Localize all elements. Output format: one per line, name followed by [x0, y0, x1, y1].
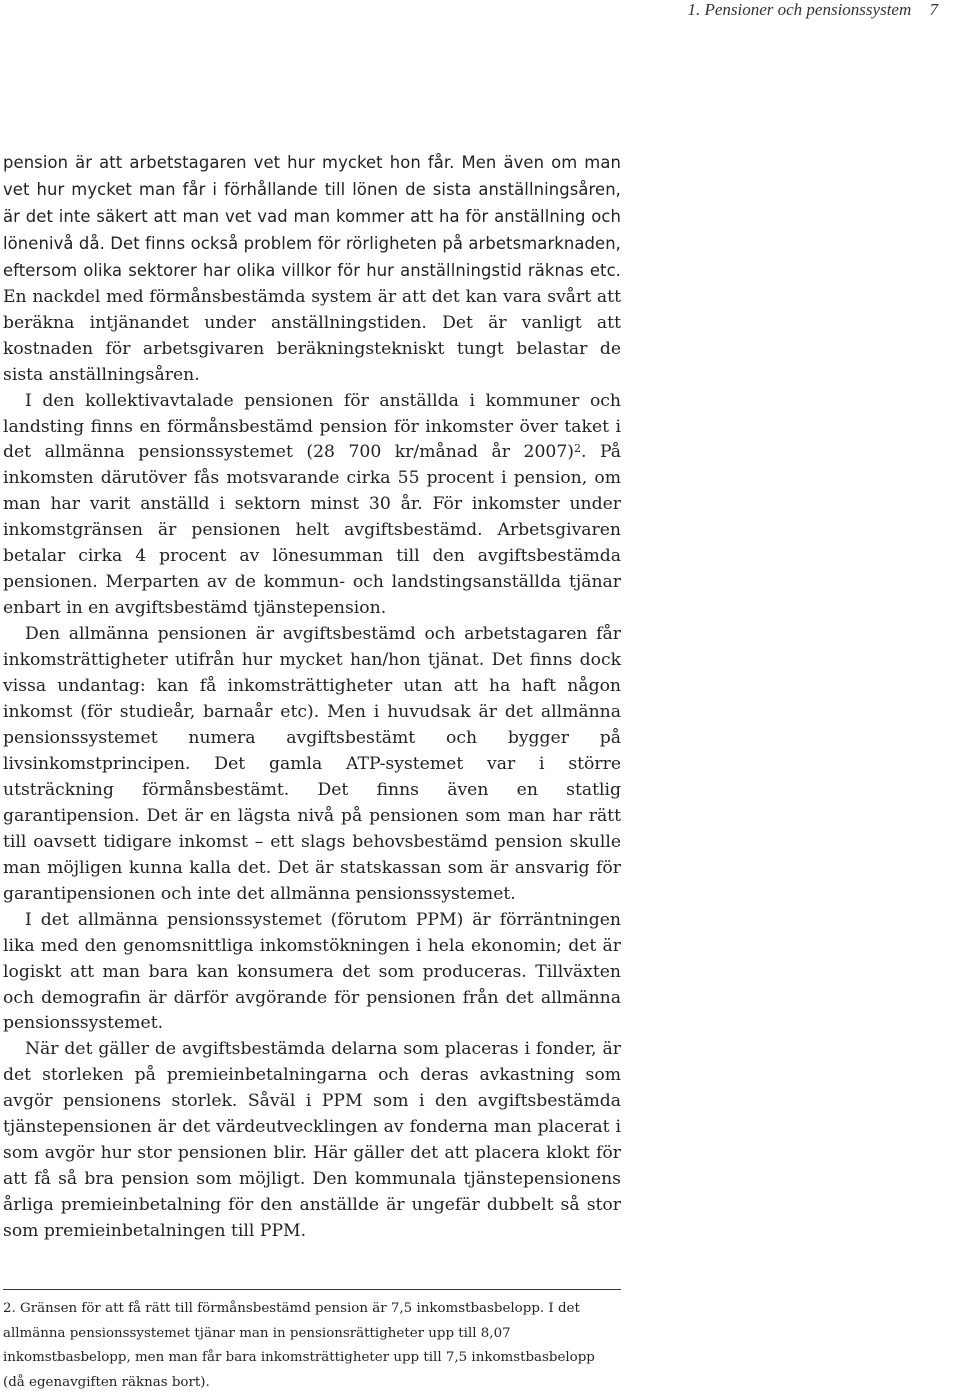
page-number: 7 — [929, 0, 938, 19]
paragraph-2-before-note: I den kollektivavtalade pensionen för anställda i kommuner och landsting finns en förmånsbestämd pension för inkomster över taket i det allmänna pensionssystemet (28 700 kr/månad år 2007) — [3, 390, 621, 463]
footnote-reference[interactable]: 2 — [573, 442, 581, 456]
footnote-divider — [3, 1289, 621, 1290]
paragraph-3: Den allmänna pensionen är avgiftsbestämd och arbetstagaren får inkomsträttigheter utifrån hur mycket han/hon tjänat. Det finns dock vissa undantag: kan få inkomsträttigheter utan att ha haft någon inkomst (för studieår, barnaår etc). Men i huvudsak är det allmänna pensionssystemet numera avgiftsbestämt och bygger på livsinkomstprincipen. Det gamla ATP-systemet var i större utsträckning förmånsbestämt. Det finns även en statlig garantipension. Det är en lägsta nivå på pensionen som man har rätt till oavsett tidigare inkomst – ett slags behovsbestämd pension skulle man möjligen kunna kalla det. Det är statskassan som är ansvarig för garantipensionen och inte det allmänna pensionssystemet. — [3, 624, 621, 904]
chapter-title: 1. Pensioner och pensionssystem — [687, 0, 912, 19]
paragraph-2 — [3, 389, 621, 623]
footnote: 2. Gränsen för att få rätt till förmånsbestämd pension är 7,5 inkomstbasbelopp. I det allmänna pensionssystemet tjänar man in pensionsrättigheter upp till 8,07 inkomstbasbelopp, men man får bara inkomsträttigheter upp till 7,5 inkomstbasbelopp (då egenavgiften räknas bort). — [3, 1301, 595, 1390]
running-header — [687, 0, 938, 20]
paragraph-2-after-note: . På inkomsten därutöver fås motsvarande cirka 55 procent i pension, om man har varit anställd i sektorn minst 30 år. För inkomster under inkomstgränsen är pensionen helt avgiftsbestämd. Arbetsgivaren betalar cirka 4 procent av lönesumman till den avgiftsbestämda pensionen. Merparten av de kommun- och landstingsanställda tjänar enbart in en avgiftsbestämd tjänstepension. — [3, 442, 621, 619]
paragraph-1-sans-part: pension är att arbetstagaren vet hur mycket hon får. Men även om man vet hur mycket man får i förhållande till lönen de sista anställningsåren, är det inte säkert att man vet vad man kommer att ha för anställning och lönenivå då. Det finns också problem för rörligheten på arbetsmarknaden, eftersom olika sektorer har olika villkor för hur anställningstid räknas etc. — [3, 153, 621, 280]
paragraph-4: I det allmänna pensionssystemet (förutom PPM) är förräntningen lika med den genomsnittliga inkomstökningen i hela ekonomin; det är logiskt att man bara kan konsumera det som produceras. Tillväxten och demografin är därför avgörande för pensionen från det allmänna pensionssystemet. — [3, 909, 621, 1034]
body-text — [3, 150, 621, 1245]
paragraph-5: När det gäller de avgiftsbestämda delarna som placeras i fonder, är det storleken på premieinbetalningarna och deras avkastning som avgör pensionens storlek. Såväl i PPM som i den avgiftsbestämda tjänstepensionen är det värdeutvecklingen av fonderna man placerat i som avgör hur stor pensionen blir. Här gäller det att placera klokt för att få så bra pension som möjligt. Den kommunala tjänstepensionens årliga premieinbetalning för den anställde är ungefär dubbelt så stor som premieinbetalningen till PPM. — [3, 1039, 621, 1242]
paragraph-1 — [3, 150, 621, 389]
paragraph-1-serif-part: En nackdel med förmånsbestämda system är att det kan vara svårt att beräkna intjänandet under anställningstiden. Det är vanligt att kostnaden för arbetsgivaren beräkningstekniskt tungt belastar de sista anställningsåren. — [3, 286, 621, 385]
